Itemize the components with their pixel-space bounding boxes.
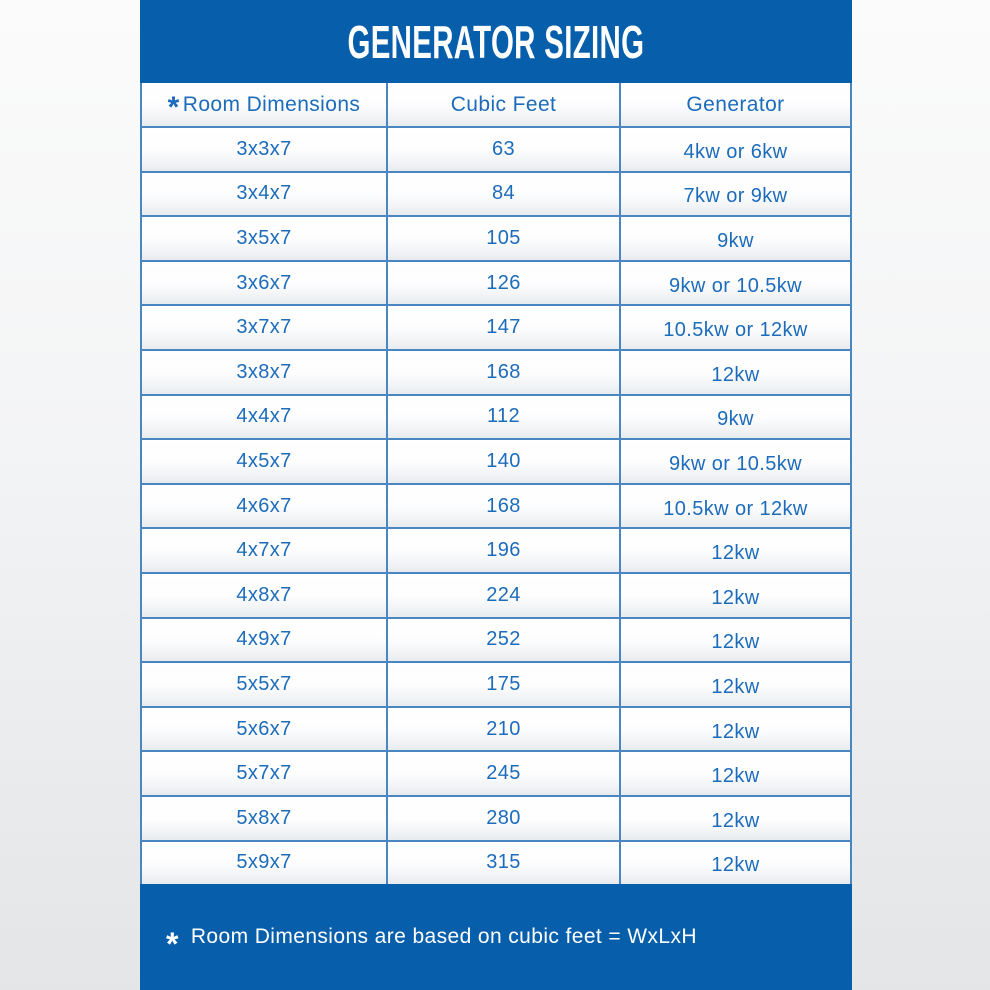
footnote-text: Room Dimensions are based on cubic feet = WxLxH bbox=[190, 925, 697, 948]
table-row bbox=[142, 750, 850, 795]
generator-cell: 9kw bbox=[717, 229, 754, 252]
column-header-cubic-feet: Cubic Feet bbox=[388, 83, 621, 126]
footnote-band: * Room Dimensions are based on cubic feet = WxLxH bbox=[166, 925, 697, 962]
generator-cell: 10.5kw or 12kw bbox=[663, 319, 808, 342]
generator-cell: 12kw bbox=[711, 363, 760, 386]
cubic-feet-cell: 168 bbox=[388, 485, 621, 528]
room-dimensions-cell: 3x5x7 bbox=[142, 217, 388, 260]
room-dimensions-cell: 5x6x7 bbox=[142, 708, 388, 751]
cubic-feet-cell: 175 bbox=[388, 663, 621, 706]
room-dimensions-cell: 3x8x7 bbox=[142, 351, 388, 394]
table-row bbox=[142, 394, 850, 439]
generator-cell: 12kw bbox=[711, 809, 760, 832]
table-row bbox=[142, 661, 850, 706]
column-header-room-dimensions: * Room Dimensions bbox=[142, 83, 388, 126]
table-row bbox=[142, 438, 850, 483]
generator-cell: 7kw or 9kw bbox=[683, 185, 788, 208]
table-row bbox=[142, 527, 850, 572]
table-row bbox=[142, 483, 850, 528]
generator-sizing-infographic bbox=[140, 0, 852, 990]
generator-sizing-table bbox=[140, 83, 852, 884]
cubic-feet-cell: 196 bbox=[388, 529, 621, 572]
room-dimensions-cell: 4x5x7 bbox=[142, 440, 388, 483]
generator-cell: 12kw bbox=[711, 675, 760, 698]
generator-cell: 12kw bbox=[711, 854, 760, 877]
cubic-feet-cell: 84 bbox=[388, 173, 621, 216]
table-row bbox=[142, 572, 850, 617]
generator-cell: 9kw bbox=[717, 408, 754, 431]
cubic-feet-cell: 252 bbox=[388, 619, 621, 662]
table-row bbox=[142, 706, 850, 751]
table-row bbox=[142, 260, 850, 305]
room-dimensions-cell: 3x4x7 bbox=[142, 173, 388, 216]
page-title: GENERATOR SIZING bbox=[347, 15, 645, 68]
cubic-feet-cell: 140 bbox=[388, 440, 621, 483]
table-row bbox=[142, 171, 850, 216]
generator-cell: 10.5kw or 12kw bbox=[663, 497, 808, 520]
table-row bbox=[142, 215, 850, 260]
room-dimensions-cell: 5x5x7 bbox=[142, 663, 388, 706]
column-header-generator: Generator bbox=[686, 92, 785, 116]
generator-cell: 9kw or 10.5kw bbox=[668, 452, 803, 475]
room-dimensions-cell: 5x7x7 bbox=[142, 752, 388, 795]
cubic-feet-cell: 280 bbox=[388, 797, 621, 840]
generator-cell: 12kw bbox=[711, 765, 760, 788]
cubic-feet-cell: 245 bbox=[388, 752, 621, 795]
generator-cell: 12kw bbox=[711, 586, 760, 609]
cubic-feet-cell: 147 bbox=[388, 306, 621, 349]
room-dimensions-cell: 4x7x7 bbox=[142, 529, 388, 572]
cubic-feet-cell: 112 bbox=[388, 396, 621, 439]
generator-cell: 12kw bbox=[711, 631, 760, 654]
room-dimensions-cell: 4x9x7 bbox=[142, 619, 388, 662]
table-row bbox=[142, 126, 850, 171]
cubic-feet-cell: 168 bbox=[388, 351, 621, 394]
title-band bbox=[140, 0, 852, 83]
room-dimensions-cell: 4x6x7 bbox=[142, 485, 388, 528]
cubic-feet-cell: 126 bbox=[388, 262, 621, 305]
generator-cell: 12kw bbox=[711, 542, 760, 565]
generator-cell: 4kw or 6kw bbox=[683, 140, 788, 163]
room-dimensions-cell: 3x3x7 bbox=[142, 128, 388, 171]
table-row bbox=[142, 795, 850, 840]
room-dimensions-cell: 4x8x7 bbox=[142, 574, 388, 617]
table-row bbox=[142, 349, 850, 394]
table-row bbox=[142, 304, 850, 349]
cubic-feet-cell: 315 bbox=[388, 842, 621, 885]
cubic-feet-cell: 224 bbox=[388, 574, 621, 617]
room-dimensions-cell: 5x8x7 bbox=[142, 797, 388, 840]
room-dimensions-cell: 4x4x7 bbox=[142, 396, 388, 439]
cubic-feet-cell: 63 bbox=[388, 128, 621, 171]
generator-cell: 12kw bbox=[711, 720, 760, 743]
generator-cell: 9kw or 10.5kw bbox=[668, 274, 803, 297]
room-dimensions-cell: 5x9x7 bbox=[142, 842, 388, 885]
room-dimensions-cell: 3x7x7 bbox=[142, 306, 388, 349]
table-row bbox=[142, 617, 850, 662]
cubic-feet-cell: 105 bbox=[388, 217, 621, 260]
table-row bbox=[142, 840, 850, 885]
room-dimensions-cell: 3x6x7 bbox=[142, 262, 388, 305]
table-header-row bbox=[142, 83, 850, 126]
column-header-label: Room Dimensions bbox=[182, 92, 361, 116]
cubic-feet-cell: 210 bbox=[388, 708, 621, 751]
